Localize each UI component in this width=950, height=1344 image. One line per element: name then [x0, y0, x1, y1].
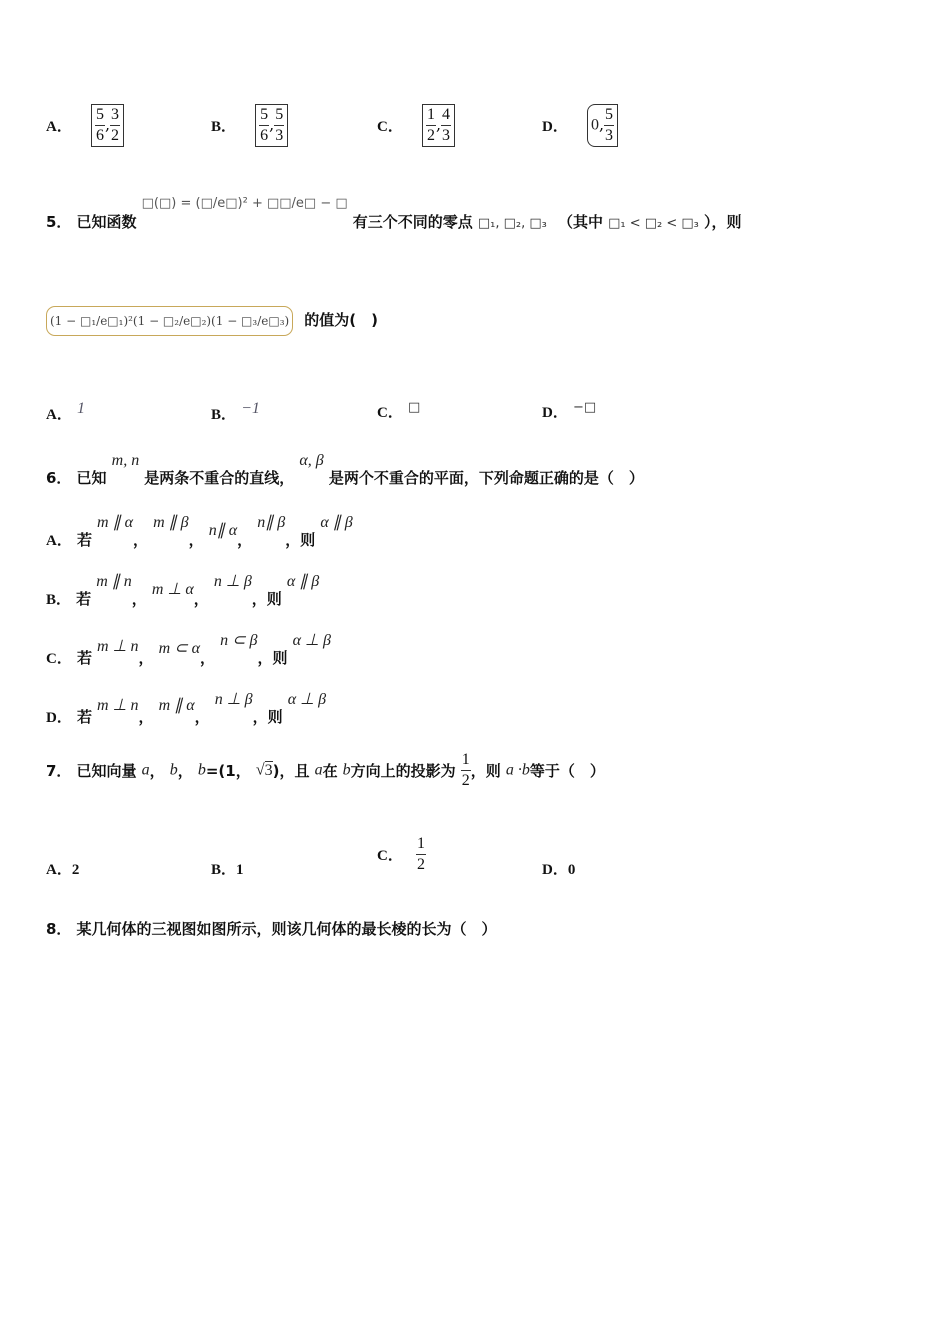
question-number: 5．: [46, 213, 72, 231]
option-value: □: [407, 400, 421, 415]
vector-b: b: [197, 761, 206, 779]
q7-text: 等于（ ）: [529, 762, 605, 780]
option-label: A．: [46, 862, 72, 878]
option-label: C．: [377, 119, 403, 135]
product-expression: (1 − □₁/e□₁)²(1 − □₂/e□₂)(1 − □₃/e□₃): [46, 306, 293, 336]
q5-option-c: [377, 400, 420, 422]
condition: m ⊥ α: [151, 581, 194, 598]
ruo: 若: [76, 649, 92, 667]
zeros: □₁, □₂, □₃: [477, 216, 547, 231]
q7-option-b: [211, 858, 244, 879]
q7-text: )，且: [272, 762, 310, 780]
option-label: D．: [46, 710, 72, 726]
q4-option-c: [377, 104, 455, 147]
conclusion: α ∥ β: [286, 573, 320, 590]
conclusion: α ∥ β: [320, 514, 353, 531]
condition: m ⊥ n: [97, 697, 139, 714]
fraction: $\frac{5}{6}$: [95, 106, 104, 144]
q5-cond-suffix: ），则: [703, 213, 742, 231]
q5-prefix: 已知函数: [76, 213, 137, 231]
sqrt: √3: [255, 761, 273, 779]
q4-option-a: [46, 104, 124, 147]
option-label: C．: [46, 651, 72, 667]
condition: m ∥ α: [158, 697, 195, 714]
planes-ab: α, β: [299, 452, 324, 469]
q7-text: =(1，: [205, 762, 251, 780]
q5-option-a: [46, 400, 85, 424]
fraction: $\frac{3}{2}$: [111, 106, 120, 144]
q5-option-b: [211, 400, 260, 424]
vector-b: b: [169, 761, 178, 779]
option-label: A．: [46, 119, 72, 135]
q8-stem: [46, 918, 497, 939]
condition: n ⊥ β: [214, 691, 253, 708]
option-label: B．: [211, 407, 237, 423]
condition: n∥ β: [257, 514, 286, 531]
q5-stem-line2: [46, 306, 378, 336]
condition: n ⊂ β: [220, 632, 258, 649]
fraction: $\frac{5}{3}$: [605, 106, 614, 144]
fraction: $\frac{1}{2}$: [416, 835, 425, 873]
q6-option-d: D． 若 m ⊥ n， m ∥ α， n ⊥ β，则 α ⊥ β: [46, 691, 327, 726]
q7-text: 在: [322, 762, 338, 780]
lines-mn: m, n: [111, 452, 140, 469]
q6-stem-2: 是两条不重合的直线，: [144, 469, 295, 487]
option-value: 1: [236, 862, 244, 878]
vector-a: a: [141, 761, 150, 779]
interval: $\frac{5}{6}$ , $\frac{3}{2}$: [91, 104, 124, 147]
conclusion: α ⊥ β: [287, 691, 327, 708]
option-label: C．: [377, 405, 403, 421]
option-label: C．: [377, 848, 403, 864]
projection-fraction: $\frac{1}{2}$: [461, 751, 470, 789]
option-value: −1: [241, 400, 260, 417]
option-label: B．: [211, 119, 237, 135]
ruo: 若: [76, 708, 92, 726]
vector-a: a: [314, 761, 323, 779]
option-label: B．: [46, 592, 72, 608]
fraction: $\frac{4}{3}$: [442, 106, 451, 144]
q6-stem: [46, 452, 644, 488]
option-value: 2: [71, 862, 80, 878]
question-number: 7．: [46, 762, 72, 780]
ze: ，则: [257, 649, 288, 667]
option-value: 0: [567, 862, 576, 878]
condition: m ∥ n: [96, 573, 132, 590]
function-formula: □(□) = (□/e□)² + □□/e□ − □: [141, 196, 348, 211]
condition: n∥ α: [208, 522, 238, 539]
fraction: $\frac{5}{6}$: [260, 106, 269, 144]
interval: $\frac{5}{6}$ , $\frac{5}{3}$: [255, 104, 288, 147]
ze: ，则: [252, 708, 283, 726]
q6-option-c: C． 若 m ⊥ n， m ⊂ α， n ⊂ β，则 α ⊥ β: [46, 632, 331, 667]
q5-tail: 的值为( ): [304, 311, 378, 329]
q6-option-b: B． 若 m ∥ n， m ⊥ α， n ⊥ β，则 α ∥ β: [46, 573, 320, 608]
dot-product: a ·b: [505, 761, 530, 779]
option-label: B．: [211, 862, 237, 878]
option-label: D．: [542, 862, 568, 878]
condition: n ⊥ β: [213, 573, 252, 590]
zeros-order: □₁ < □₂ < □₃: [608, 216, 699, 231]
q6-option-a: A． 若 m ∥ α， m ∥ β， n∥ α， n∥ β，则 α ∥ β: [46, 514, 353, 549]
vector-b: b: [342, 761, 351, 779]
option-label: D．: [542, 405, 568, 421]
question-number: 6．: [46, 469, 72, 487]
condition: m ∥ β: [153, 514, 189, 531]
q7-text: ，则: [470, 762, 501, 780]
q6-stem-1: 已知: [76, 469, 107, 487]
ruo: 若: [76, 531, 92, 549]
q7-text: 已知向量: [76, 762, 137, 780]
option-label: A．: [46, 533, 72, 549]
interval: $\frac{1}{2}$ , $\frac{4}{3}$: [422, 104, 455, 147]
q5-cond-prefix: （其中: [557, 213, 603, 231]
q7-option-c: [377, 834, 426, 875]
q7-option-d: [542, 858, 575, 879]
conclusion: α ⊥ β: [292, 632, 331, 649]
q6-stem-3: 是两个不重合的平面，下列命题正确的是（ ）: [328, 469, 644, 487]
option-value: −□: [572, 400, 597, 415]
condition: m ⊥ n: [97, 638, 139, 655]
condition: m ⊂ α: [158, 640, 201, 657]
q4-option-b: [211, 104, 288, 147]
q7-stem: 7． 已知向量 a， b， b=(1， √3)，且 a在 b方向上的投影为 $\frac{1}{2}$ ，则 a ·b等于（ ）: [46, 751, 605, 789]
q5-stem-line1: [46, 196, 741, 236]
fraction: $\frac{1}{2}$: [426, 106, 435, 144]
q5-option-d: [542, 400, 596, 422]
option-value: 1: [76, 400, 85, 417]
q7-option-a: [46, 858, 79, 879]
ze: ，则: [251, 590, 282, 608]
condition: m ∥ α: [97, 514, 133, 531]
ruo: 若: [76, 590, 92, 608]
question-number: 8．: [46, 920, 72, 938]
interval: 0, $\frac{5}{3}$: [587, 104, 618, 147]
option-label: A．: [46, 407, 72, 423]
q5-middle: 有三个不同的零点: [352, 213, 473, 231]
fraction: $\frac{5}{3}$: [275, 106, 284, 144]
ze: ，则: [285, 531, 316, 549]
q7-text: 方向上的投影为: [350, 762, 456, 780]
q4-option-d: [542, 104, 618, 147]
q8-text: 某几何体的三视图如图所示，则该几何体的最长棱的长为（ ）: [76, 920, 497, 938]
option-label: D．: [542, 119, 568, 135]
